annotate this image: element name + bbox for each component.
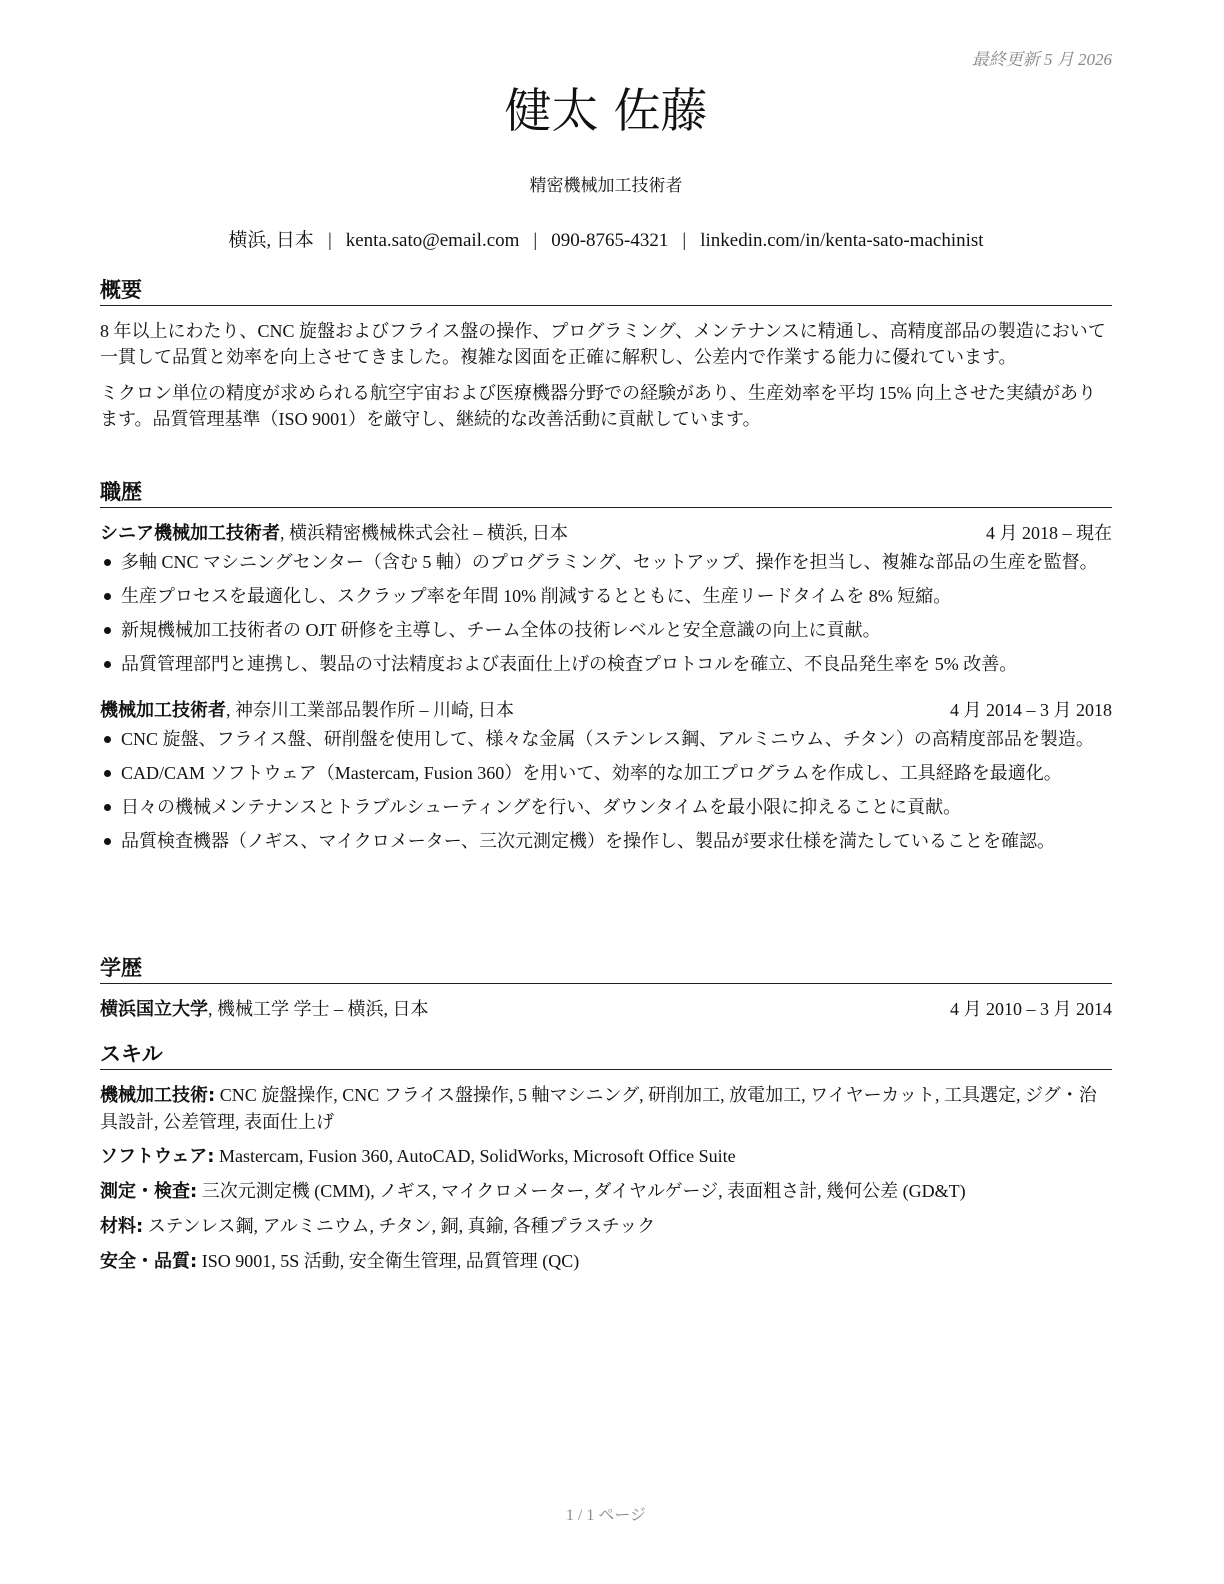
skill-value: CNC 旋盤操作, CNC フライス盤操作, 5 軸マシニング, 研削加工, 放電加工, ワイヤーカット, 工具選定, ジグ・治具設計, 公差管理, 表面仕上げ (100, 1085, 1097, 1133)
degree-location: , 機械工学 学士 – 横浜, 日本 (208, 999, 429, 1020)
contact-linkedin[interactable]: linkedin.com/in/kenta-sato-machinist (700, 230, 984, 251)
list-item: CAD/CAM ソフトウェア（Mastercam, Fusion 360）を用いて、効率的な加工プログラムを作成し、工具経路を最適化。 (100, 760, 1112, 786)
summary-paragraph: 8 年以上にわたり、CNC 旋盤およびフライス盤の操作、プログラミング、メンテナンスに精通し、高精度部品の製造において一貫して品質と効率を向上させてきました。複雑な図面を正確に解釈し、公差内で作業する能力に優れています。 (100, 321, 1106, 368)
contact-email[interactable]: kenta.sato@email.com (345, 230, 520, 251)
skill-label: ソフトウェア: (100, 1146, 215, 1168)
skill-value: ISO 9001, 5S 活動, 安全衛生管理, 品質管理 (QC) (197, 1251, 580, 1272)
contact-location: 横浜, 日本 (228, 230, 314, 251)
resume-page (100, 0, 1112, 1584)
skill-label: 安全・品質: (100, 1251, 198, 1273)
list-item: CNC 旋盤、フライス盤、研削盤を使用して、様々な金属（ステンレス鋼、アルミニウム、チタン）の高精度部品を製造。 (100, 726, 1112, 752)
last-updated: 最終更新 5 月 2026 (971, 50, 1112, 69)
education-dates: 4 月 2010 – 3 月 2014 (950, 999, 1112, 1020)
skill-row (100, 1213, 1112, 1240)
skill-label: 材料: (100, 1216, 144, 1238)
experience-section (100, 480, 1112, 862)
list-item: 多軸 CNC マシニングセンター（含む 5 軸）のプログラミング、セットアップ、操作を担当し、複雑な部品の生産を監督。 (100, 549, 1112, 575)
job-role: 精密機械加工技術者 (529, 176, 683, 196)
list-item: 生産プロセスを最適化し、スクラップ率を年間 10% 削減するとともに、生産リードタイムを 8% 短縮。 (100, 583, 1112, 609)
skill-row (100, 1143, 1112, 1170)
contact-line (100, 225, 1112, 252)
skill-label: 機械加工技術: (100, 1085, 216, 1107)
skills-section (100, 1042, 1112, 1283)
job-title-line (100, 520, 568, 547)
job-company: , 神奈川工業部品製作所 – 川崎, 日本 (226, 700, 514, 721)
education-entry (100, 996, 1112, 1023)
job-position: シニア機械加工技術者 (100, 523, 280, 545)
job-bullets (100, 549, 1112, 677)
section-title: 職歴 (100, 480, 1112, 508)
school-name: 横浜国立大学 (100, 999, 208, 1021)
list-item: 品質検査機器（ノギス、マイクロメーター、三次元測定機）を操作し、製品が要求仕様を満たしていることを確認。 (100, 828, 1112, 854)
skill-value: 三次元測定機 (CMM), ノギス, マイクロメーター, ダイヤルゲージ, 表面粗さ計, 幾何公差 (GD&T) (197, 1181, 966, 1202)
skill-value: Mastercam, Fusion 360, AutoCAD, SolidWorks, Microsoft Office Suite (214, 1146, 736, 1167)
contact-separator: | (533, 230, 538, 251)
contact-separator: | (682, 230, 687, 251)
summary-section (100, 278, 1112, 442)
skill-row (100, 1178, 1112, 1205)
section-title: 学歴 (100, 956, 1112, 984)
summary-paragraph: ミクロン単位の精度が求められる航空宇宙および医療機器分野での経験があり、生産効率を平均 15% 向上させた実績があります。品質管理基準（ISO 9001）を厳守し、継続的な改善活動に貢献しています。 (100, 383, 1096, 430)
contact-phone: 090-8765-4321 (551, 230, 669, 251)
skill-label: 測定・検査: (100, 1181, 198, 1203)
skill-row (100, 1082, 1112, 1135)
section-title: スキル (100, 1042, 1112, 1070)
skill-row (100, 1248, 1112, 1275)
job-entry (100, 697, 1112, 854)
job-bullets (100, 726, 1112, 854)
skill-value: ステンレス鋼, アルミニウム, チタン, 銅, 真鍮, 各種プラスチック (143, 1216, 656, 1237)
list-item: 日々の機械メンテナンスとトラブルシューティングを行い、ダウンタイムを最小限に抑えることに貢献。 (100, 794, 1112, 820)
job-company: , 横浜精密機械株式会社 – 横浜, 日本 (280, 523, 568, 544)
job-dates: 4 月 2014 – 3 月 2018 (950, 700, 1112, 721)
job-entry (100, 520, 1112, 677)
education-line (100, 996, 429, 1023)
job-header (100, 520, 1112, 547)
job-position: 機械加工技術者 (100, 700, 226, 722)
job-dates: 4 月 2018 – 現在 (986, 523, 1112, 544)
education-section (100, 956, 1112, 1023)
person-name: 健太 佐藤 (504, 84, 708, 139)
section-title: 概要 (100, 278, 1112, 306)
job-title-line (100, 697, 514, 724)
list-item: 新規機械加工技術者の OJT 研修を主導し、チーム全体の技術レベルと安全意識の向上に貢献。 (100, 617, 1112, 643)
page-indicator: 1 / 1 ページ (565, 1507, 647, 1524)
list-item: 品質管理部門と連携し、製品の寸法精度および表面仕上げの検査プロトコルを確立、不良品発生率を 5% 改善。 (100, 651, 1112, 677)
contact-separator: | (327, 230, 332, 251)
job-header (100, 697, 1112, 724)
